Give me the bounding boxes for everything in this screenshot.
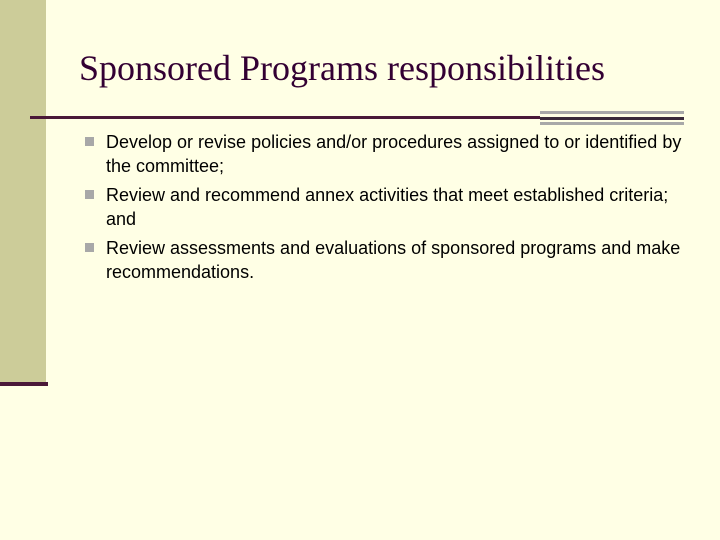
title-divider	[30, 116, 540, 119]
square-bullet-icon	[85, 137, 94, 146]
divider-accent	[540, 111, 684, 125]
bullet-item	[84, 183, 684, 231]
left-accent-bar	[0, 0, 46, 382]
left-accent-bar-base	[0, 382, 48, 386]
bullet-text: Review and recommend annex activities that meet established criteria; and	[106, 185, 669, 229]
bullet-text: Develop or revise policies and/or procedures assigned to or identified by the committee;	[106, 132, 682, 176]
bullet-text: Review assessments and evaluations of sponsored programs and make recommendations.	[106, 238, 681, 282]
bullet-item	[84, 236, 684, 284]
slide-title: Sponsored Programs responsibilities	[79, 48, 605, 88]
bullet-list	[84, 130, 684, 289]
bullet-item	[84, 130, 684, 178]
square-bullet-icon	[85, 243, 94, 252]
square-bullet-icon	[85, 190, 94, 199]
